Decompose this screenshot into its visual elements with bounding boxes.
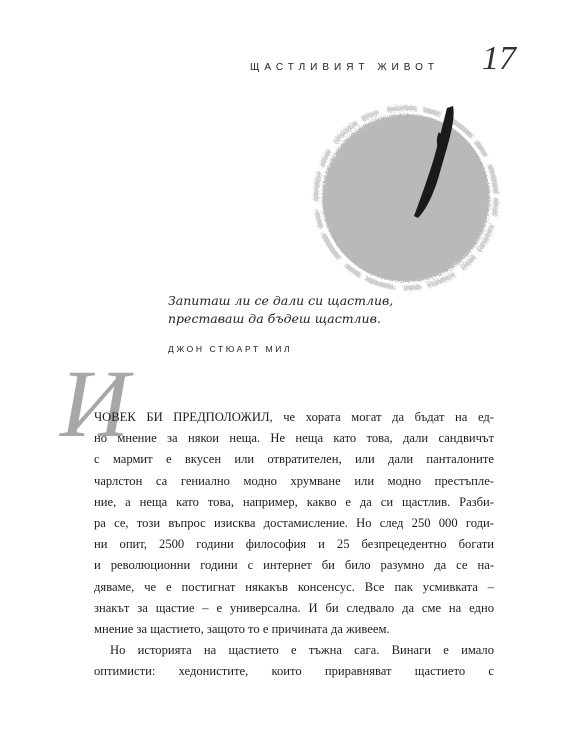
body-line: дяваме, че е постигнат някакъв консенсус. Все пак усмивката –: [94, 579, 494, 594]
body-line: ЧОВЕК БИ ПРЕДПОЛОЖИЛ, че хората могат да бъдат на ед-: [94, 410, 494, 424]
page-number: 17: [482, 40, 516, 77]
epigraph-author: ДЖОН СТЮАРТ МИЛ: [168, 344, 293, 354]
body-line: ние, а неща като това, например, какво е да си щастлив. Разби-: [94, 494, 494, 509]
body-line: оптимисти: хедонистите, които приравняват щастието с: [94, 664, 494, 679]
body-line: и революционни години с интернет би било разумно да се на-: [94, 558, 494, 573]
body-line: ра се, този въпрос изисква достамисление. Но след 250 000 годи-: [94, 516, 494, 531]
body-line: чарлстон са гениално модно хрумване или модно престъпле-: [94, 473, 494, 488]
body-line: знакът за щастие – е универсална. И би следвало да сме на едно: [94, 600, 494, 615]
epigraph-line: Запиташ ли се дали си щастлив,: [168, 293, 394, 308]
body-line: мнение за щастието, защото то е причината да живеем.: [94, 622, 390, 637]
epigraph-line: преставаш да бъдеш щастлив.: [168, 311, 381, 326]
body-line: с мармит е вкусен или отвратителен, или дали панталоните: [94, 452, 494, 467]
body-line: но мнение за някои неща. Не неща като това, дали сандвичът: [94, 431, 494, 446]
body-line: Но историята на щастието е тъжна сага. Винаги е имало: [110, 643, 494, 658]
drop-cap: И: [60, 350, 130, 457]
body-text: [94, 407, 494, 683]
running-head: ЩАСТЛИВИЯТ ЖИВОТ: [250, 62, 439, 73]
epigraph: [168, 292, 488, 358]
body-line: ни опит, 2500 години философия и 25 безпрецедентно богати: [94, 537, 494, 552]
enso-circle-illustration: [306, 98, 506, 298]
